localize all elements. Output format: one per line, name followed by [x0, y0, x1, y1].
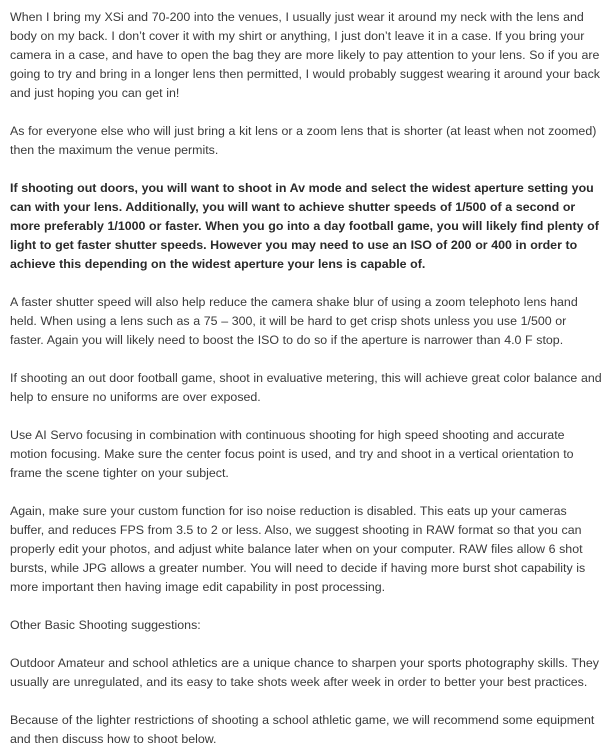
paragraph-ai-servo: Use AI Servo focusing in combination with continuous shooting for high speed shooting and accurate motion focusing. Make sure the center focus point is used, and try and shoot in a vertical orientation to frame the scene tighter on your subject.	[10, 428, 574, 480]
paragraph-kit-lens: As for everyone else who will just bring a kit lens or a zoom lens that is shorter (at least when not zoomed) then the maximum the venue permits.	[10, 124, 597, 157]
paragraph-amateur-athletics: Outdoor Amateur and school athletics are a unique chance to sharpen your sports photography skills. They usually are unregulated, and its easy to take shots week after week in order to better your best practices.	[10, 656, 599, 689]
paragraph-equipment-intro: Because of the lighter restrictions of shooting a school athletic game, we will recommend some equipment and then discuss how to shoot below.	[10, 713, 595, 746]
paragraph-shutter-speed: A faster shutter speed will also help reduce the camera shake blur of using a zoom telephoto lens hand held. When using a lens such as a 75 – 300, it will be hard to get crisp shots unless you use 1/500 or faster. Again you will likely need to boost the ISO to do so if the aperture is narrower than 4.0 F stop.	[10, 295, 578, 347]
paragraph-metering: If shooting an out door football game, shoot in evaluative metering, this will achieve great color balance and help to ensure no uniforms are over exposed.	[10, 371, 602, 404]
paragraph-basic-suggestions-heading: Other Basic Shooting suggestions:	[10, 618, 201, 632]
paragraph-lens-venue: When I bring my XSi and 70-200 into the venues, I usually just wear it around my neck with the lens and body on my back. I don’t cover it with my shirt or anything, I just don’t leave it in a case. If you bring your camera in a case, and have to open the bag they are more likely to pay attention to your lens. So if you are going to try and bring in a longer lens then permitted, I would probably suggest wearing it around your back and just hoping you can get in!	[10, 10, 600, 100]
paragraph-noise-reduction: Again, make sure your custom function for iso noise reduction is disabled. This eats up your cameras buffer, and reduces FPS from 3.5 to 2 or less. Also, we suggest shooting in RAW format so that you can properly edit your photos, and adjust white balance later when on your computer. RAW files allow 6 shot bursts, while JPG allows a greater number. You will need to decide if having more burst shot capability is more important then having image edit capability in post processing.	[10, 504, 586, 594]
paragraph-outdoor-settings: If shooting out doors, you will want to shoot in Av mode and select the widest aperture setting you can with your lens. Additionally, you will want to achieve shutter speeds of 1/500 of a second or more preferably 1/1000 or faster. When you go into a day football game, you will likely find plenty of light to get faster shutter speeds. However you may need to use an ISO of 200 or 400 in order to achieve this depending on the widest aperture your lens is capable of.	[10, 181, 599, 271]
